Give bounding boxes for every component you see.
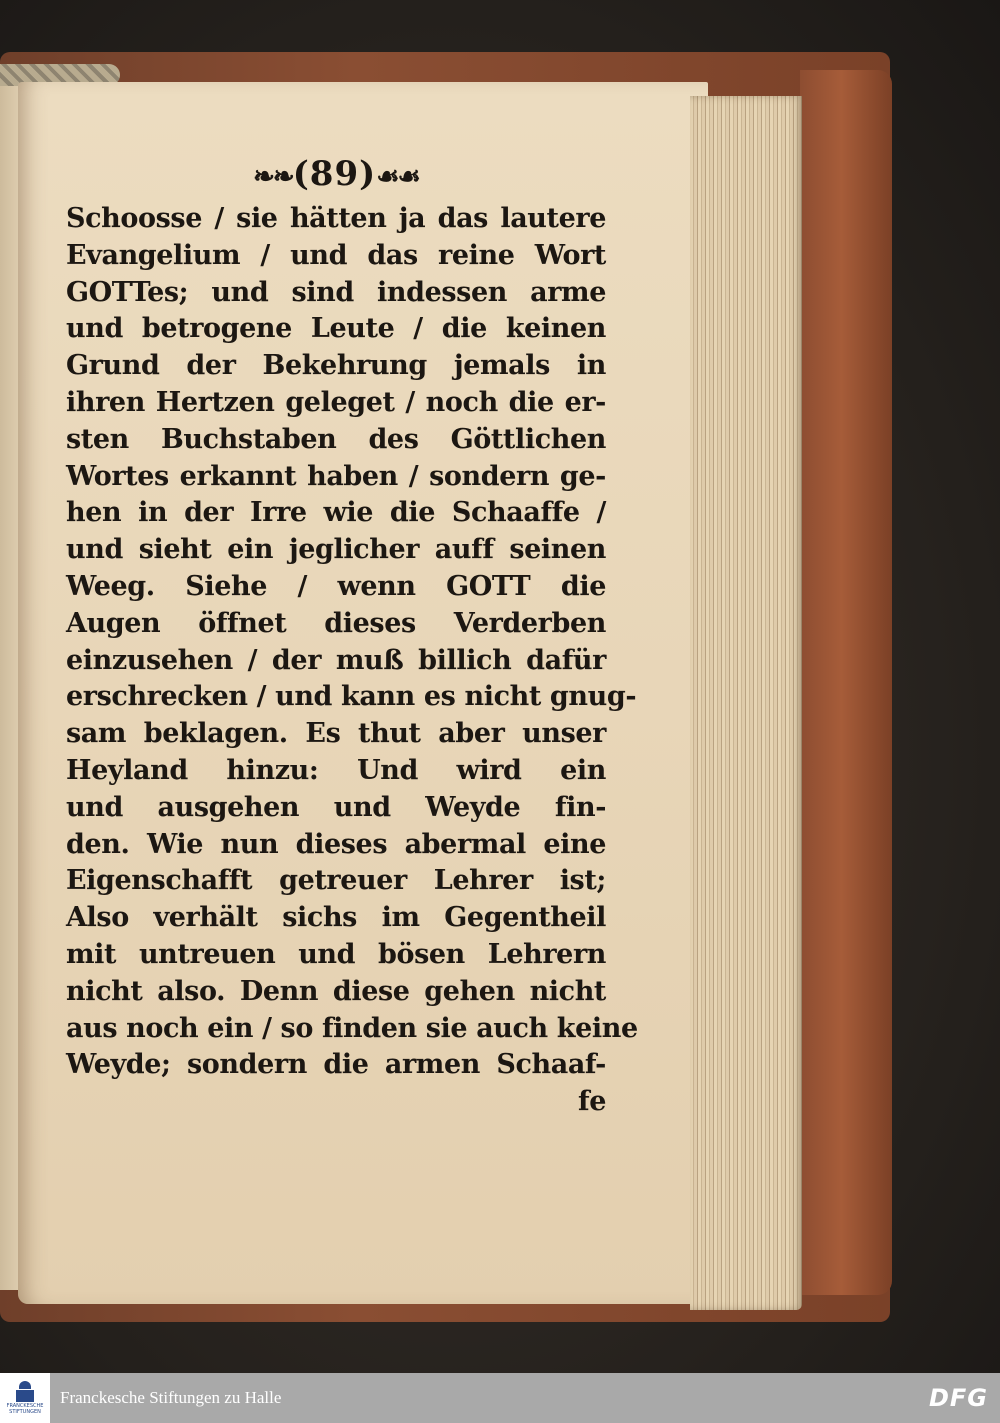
text-line: und betrogene Leute / die keinen [66, 313, 606, 345]
text-line: sam beklagen. Es thut aber unser [66, 718, 606, 750]
text-line: Augen öffnet dieses Verderben [66, 607, 606, 639]
book-cover-edge [800, 70, 892, 1295]
page-number: (89) [292, 154, 377, 194]
ornament-left-icon: ❧❧ [253, 162, 293, 192]
viewer-footer [0, 1373, 1000, 1423]
logo-text: FRANCKESCHE STIFTUNGEN [6, 1403, 44, 1415]
text-line: sten Buchstaben des Göttlichen [66, 423, 606, 455]
text-line: GOTTes; und sind indessen arme [66, 276, 606, 308]
page-edges [690, 96, 802, 1310]
text-line: hen in der Irre wie die Schaaffe / [66, 497, 606, 529]
text-line: Schoosse / sie hätten ja das lautere [66, 203, 606, 234]
text-line: Weyde; sondern die armen Schaaf- [66, 1049, 606, 1081]
text-line: den. Wie nun dieses abermal eine [66, 828, 606, 860]
text-line: Weeg. Siehe / wenn GOTT die [66, 570, 606, 602]
text-line: Eigenschafft getreuer Lehrer ist; [66, 865, 606, 897]
text-line: einzusehen / der muß billich dafür [66, 644, 606, 676]
text-line: Also verhält sichs im Gegentheil [66, 902, 606, 934]
text-line: erschrecken / und kann es nicht gnug- [66, 681, 637, 713]
dfg-logo: DFG [928, 1384, 988, 1412]
text-lines [66, 201, 638, 1084]
institution-logo[interactable] [0, 1373, 50, 1423]
text-line: mit untreuen und bösen Lehrern [66, 938, 606, 970]
text-line: Heyland hinzu: Und wird ein [66, 754, 606, 786]
text-line: nicht also. Denn diese gehen nicht [66, 975, 606, 1007]
institution-name: Franckesche Stiftungen zu Halle [60, 1388, 282, 1407]
text-line: und sieht ein jeglicher auff seinen [66, 534, 606, 566]
text-line: ihren Hertzen geleget / noch die er- [66, 386, 606, 418]
ornament-right-icon: ☙☙ [376, 162, 419, 192]
text-line: Wortes erkannt haben / sondern ge- [66, 460, 606, 492]
text-line: aus noch ein / so finden sie auch keine [66, 1012, 638, 1044]
page-text-block [66, 152, 638, 1121]
catchword: fe [578, 1086, 606, 1118]
page-number-header [66, 152, 606, 199]
text-line: und ausgehen und Weyde fin- [66, 791, 606, 823]
text-line: Evangelium / und das reine Wort [66, 239, 606, 271]
text-line: Grund der Bekehrung jemals in [66, 350, 606, 382]
building-icon [16, 1381, 34, 1403]
